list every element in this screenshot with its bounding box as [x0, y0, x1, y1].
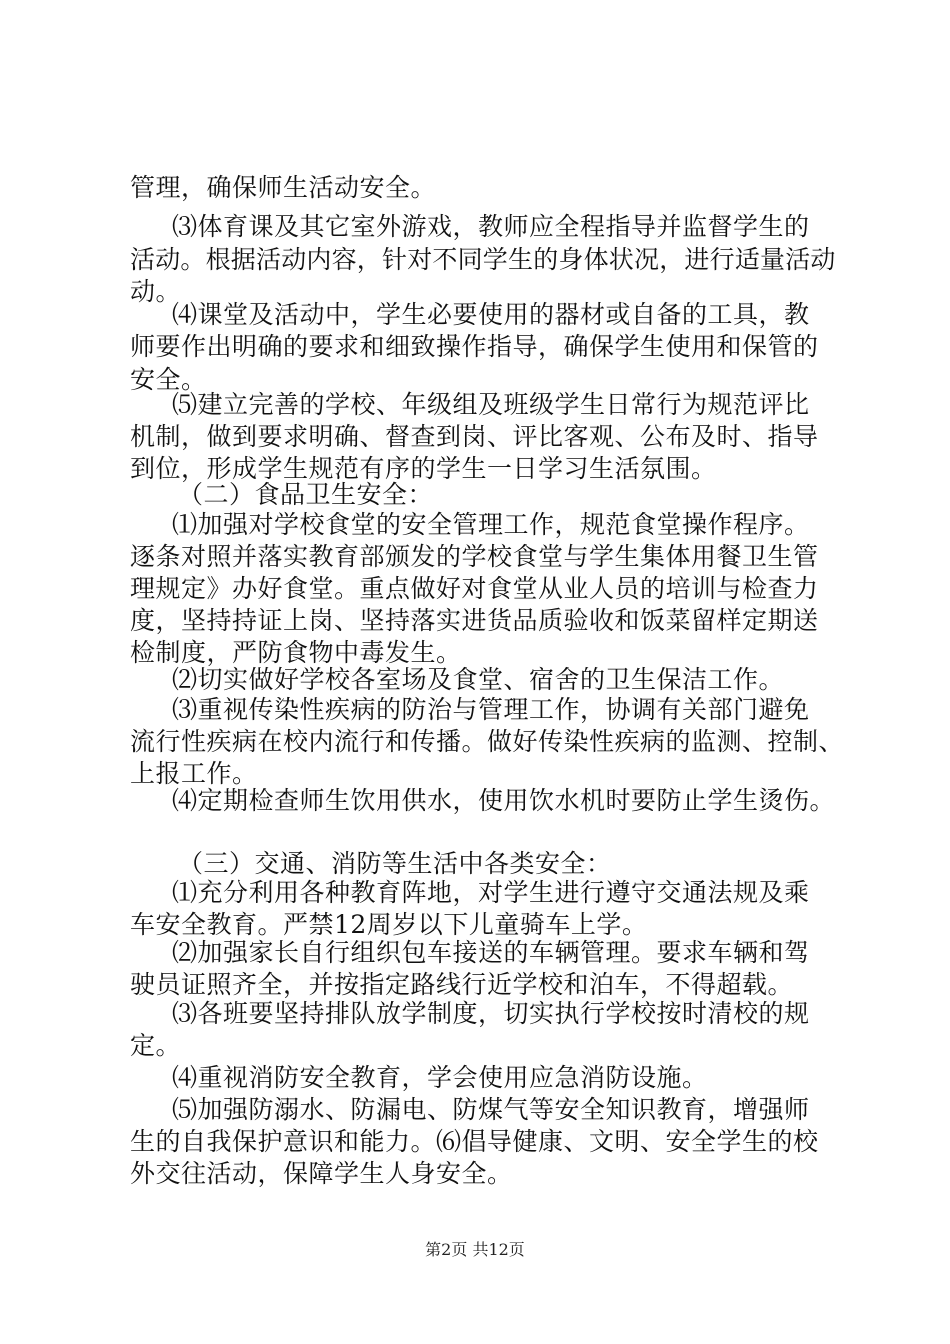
text-line: ⑴充分利用各种教育阵地，对学生进行遵守交通法规及乘 — [172, 878, 810, 907]
text-line: 生的自我保护意识和能力。⑹倡导健康、文明、安全学生的校 — [130, 1127, 819, 1156]
text-line: 逐条对照并落实教育部颁发的学校食堂与学生集体用餐卫生管 — [130, 542, 819, 571]
section-heading: （二）食品卫生安全： — [178, 480, 434, 509]
text-line: ⑴加强对学校食堂的安全管理工作，规范食堂操作程序。 — [172, 510, 810, 539]
page-footer: 第2页 共12页 — [425, 1240, 525, 1259]
text-line: ⑷定期检查师生饮用供水，使用饮水机时要防止学生烫伤。 — [172, 786, 836, 815]
text-line: 机制，做到要求明确、督查到岗、评比客观、公布及时、指导 — [130, 422, 819, 451]
text-line: ⑸加强防溺水、防漏电、防煤气等安全知识教育，增强师 — [172, 1095, 810, 1124]
text-line: 动。 — [130, 277, 182, 306]
text-line: 师要作出明确的要求和细致操作指导，确保学生使用和保管的 — [130, 332, 819, 361]
text-line: 到位，形成学生规范有序的学生一日学习生活氛围。 — [130, 454, 717, 483]
text-line: ⑶体育课及其它室外游戏，教师应全程指导并监督学生的 — [172, 212, 810, 241]
text-line: 定。 — [130, 1031, 182, 1060]
text-line: 检制度，严防食物中毒发生。 — [130, 638, 462, 667]
text-line: 度，坚持持证上岗、坚持落实进货品质验收和饭菜留样定期送 — [130, 606, 819, 635]
text-line: ⑶各班要坚持排队放学制度，切实执行学校按时清校的规 — [172, 999, 810, 1028]
section-heading: （三）交通、消防等生活中各类安全： — [178, 849, 612, 878]
text-line: 管理，确保师生活动安全。 — [130, 173, 437, 202]
text-line: ⑷重视消防安全教育，学会使用应急消防设施。 — [172, 1063, 708, 1092]
text-line: 驶员证照齐全，并按指定路线行近学校和泊车，不得超载。 — [130, 970, 794, 999]
text-line: 流行性疾病在校内流行和传播。做好传染性疾病的监测、控制、 — [130, 727, 845, 756]
text-line: ⑵切实做好学校各室场及食堂、宿舍的卫生保洁工作。 — [172, 665, 785, 694]
text-line: 上报工作。 — [130, 759, 258, 788]
text-line: 外交往活动，保障学生人身安全。 — [130, 1159, 513, 1188]
text-line: 车安全教育。严禁12周岁以下儿童骑车上学。 — [130, 910, 648, 939]
text-line: 理规定》办好食堂。重点做好对食堂从业人员的培训与检查力 — [130, 574, 819, 603]
text-line: 活动。根据活动内容，针对不同学生的身体状况，进行适量活动 — [130, 245, 836, 274]
text-line: ⑸建立完善的学校、年级组及班级学生日常行为规范评比 — [172, 390, 810, 419]
text-line: 安全。 — [130, 365, 207, 394]
text-line: ⑵加强家长自行组织包车接送的车辆管理。要求车辆和驾 — [172, 938, 810, 967]
text-line: ⑶重视传染性疾病的防治与管理工作，协调有关部门避免 — [172, 695, 810, 724]
text-line: ⑷课堂及活动中，学生必要使用的器材或自备的工具，教 — [172, 300, 810, 329]
